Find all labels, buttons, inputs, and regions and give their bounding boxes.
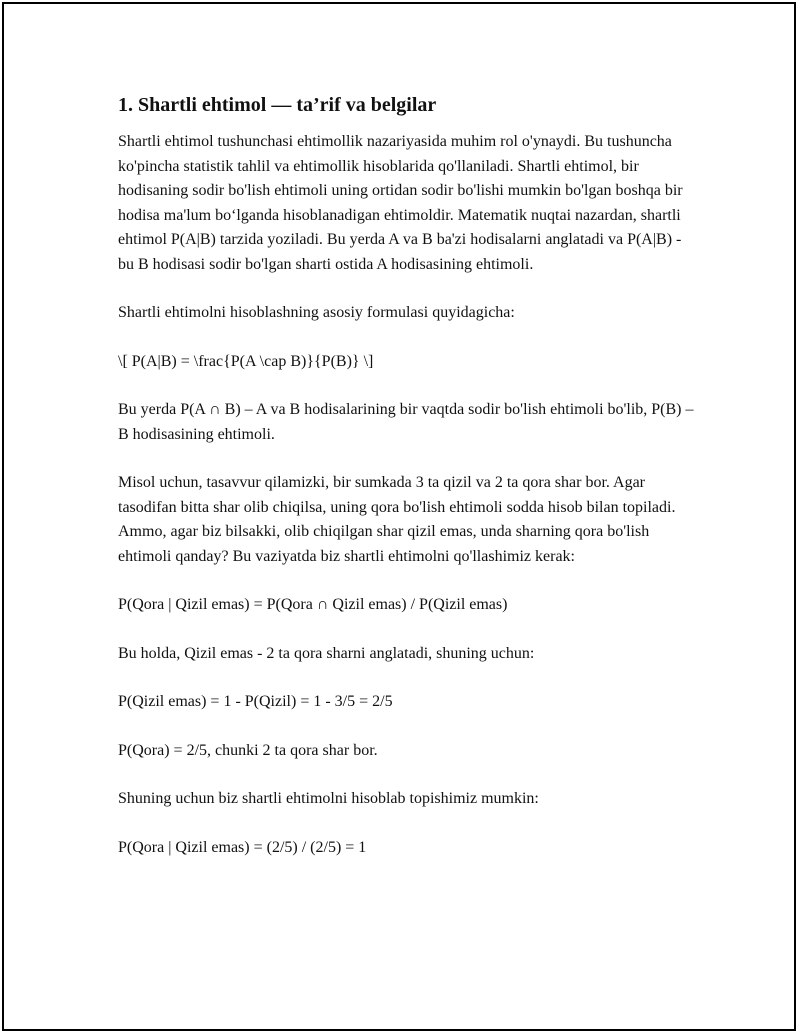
intro-paragraph: Shartli ehtimol tushunchasi ehtimollik nazariyasida muhim rol o'ynaydi. Bu tushuncha ko'pincha statistik tahlil va ehtimollik hisoblarida qo'llaniladi. Shartli ehtimol, bir hodisaning sodir bo'lish ehtimoli uning ortidan sodir bo'lishi mumkin bo'lgan boshqa bir hodisa ma'lum bo‘lganda hisoblanadigan ehtimoldir. Matematik nuqtai nazardan, shartli ehtimol P(A|B) tarzida yoziladi. Bu yerda A va B ba'zi hodisalarni anglatadi va P(A|B) - bu B hodisasi sodir bo'lgan sharti ostida A hodisasining ehtimoli.: [118, 133, 683, 273]
document-body: [118, 92, 698, 884]
example-calculation-2: P(Qora) = 2/5, chunki 2 ta qora shar bor.: [118, 741, 378, 759]
formula-explanation-paragraph: Bu yerda P(A ∩ B) – A va B hodisalarining bir vaqtda sodir bo'lish ehtimoli bo'lib, P(B) – B hodisasining ehtimoli.: [118, 401, 694, 443]
example-formula: P(Qora | Qizil emas) = P(Qora ∩ Qizil emas) / P(Qizil emas): [118, 596, 508, 613]
formula-intro-paragraph: Shartli ehtimolni hisoblashning asosiy formulasi quyidagicha:: [118, 304, 515, 321]
example-note: Bu holda, Qizil emas - 2 ta qora sharni anglatadi, shuning uchun:: [118, 644, 535, 662]
example-result: P(Qora | Qizil emas) = (2/5) / (2/5) = 1: [118, 838, 367, 856]
example-paragraph: Misol uchun, tasavvur qilamizki, bir sumkada 3 ta qizil va 2 ta qora shar bor. Agar tasodifan bitta shar olib chiqilsa, uning qora bo'lish ehtimoli sodda hisob bilan topiladi. Ammo, agar biz bilsakki, olib chiqilgan shar qizil emas, unda sharning qora bo'lish ehtimoli qanday? Bu vaziyatda biz shartli ehtimolni qo'llashimiz kerak:: [118, 474, 676, 565]
example-conclusion-intro: Shuning uchun biz shartli ehtimolni hisoblab topishimiz mumkin:: [118, 790, 539, 807]
formula-latex: \[ P(A|B) = \frac{P(A \cap B)}{P(B)} \]: [118, 352, 374, 370]
section-heading: 1. Shartli ehtimol — ta’rif va belgilar: [118, 94, 437, 116]
example-calculation-1: P(Qizil emas) = 1 - P(Qizil) = 1 - 3/5 = 2/5: [118, 693, 393, 710]
